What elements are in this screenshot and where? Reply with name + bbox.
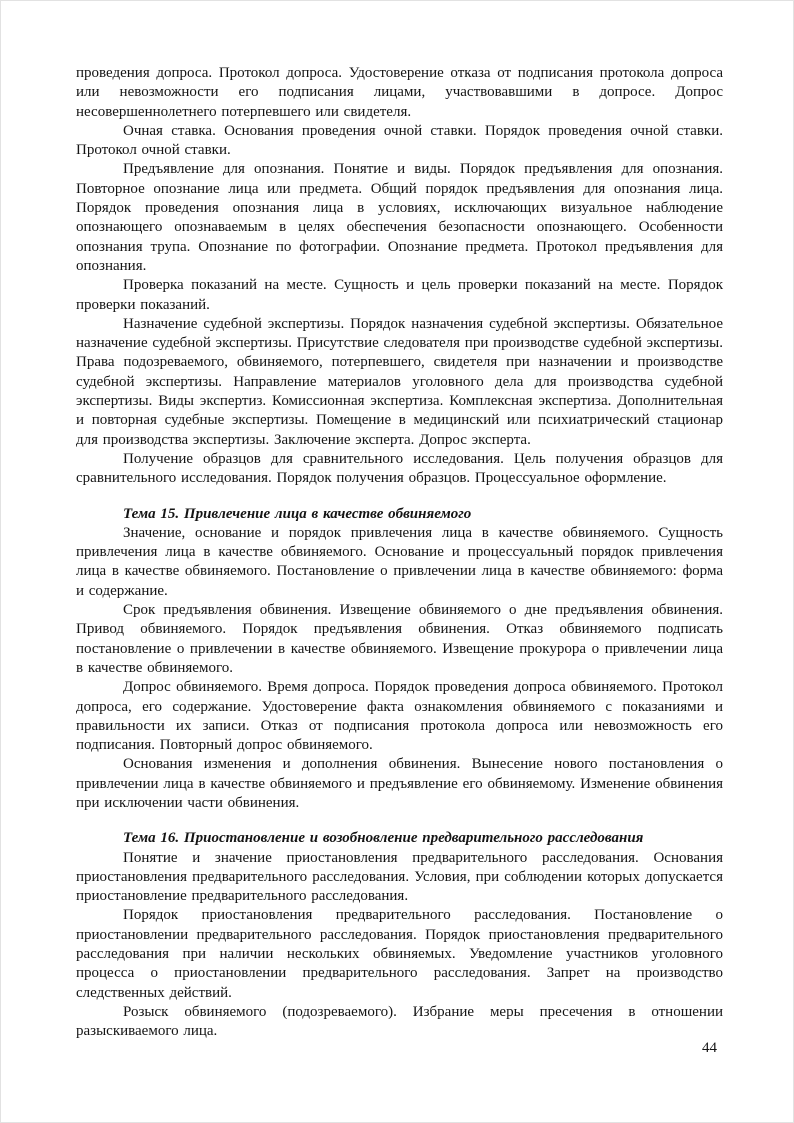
body-paragraph: Получение образцов для сравнительного исследования. Цель получения образцов для сравнительного исследования. Порядок получения образцов. Процессуальное оформление.: [76, 450, 723, 487]
body-paragraph: Основания изменения и дополнения обвинения. Вынесение нового постановления о привлечении лица в качестве обвиняемого и предъявление его обвиняемому. Изменение обвинения при исключении части обвинения.: [76, 756, 723, 811]
topic-heading: Тема 15. Привлечение лица в качестве обвиняемого: [123, 505, 472, 522]
body-paragraph: Срок предъявления обвинения. Извещение обвиняемого о дне предъявления обвинения. Привод обвиняемого. Порядок предъявления обвинения. Отказ обвиняемого подписать постановление о привлечении в качестве обвиняемого. Извещение прокурора о привлечении лица в качестве обвиняемого.: [76, 602, 723, 676]
body-paragraph: Очная ставка. Основания проведения очной ставки. Порядок проведения очной ставки. Протокол очной ставки.: [76, 122, 723, 159]
body-paragraph: Проверка показаний на месте. Сущность и цель проверки показаний на месте. Порядок проверки показаний.: [76, 277, 723, 313]
body-paragraph: Предъявление для опознания. Понятие и виды. Порядок предъявления для опознания. Повторное опознание лица или предмета. Общий порядок предъявления для опознания лица. Порядок проведения опознания лица в условиях, исключающих визуальное наблюдение опознающего опознаваемым в целях обеспечения безопасности опознающего. Особенности опознания трупа. Опознание по фотографии. Опознание предмета. Протокол предъявления для опознания.: [76, 161, 723, 274]
body-paragraph: проведения допроса. Протокол допроса. Удостоверение отказа от подписания протокола допроса или невозможности его подписания лицами, участвовавшими в допросе. Допрос несовершеннолетнего потерпевшего или свидетеля.: [76, 65, 723, 120]
topic-heading: Тема 16. Приостановление и возобновление предварительного расследования: [123, 830, 644, 847]
body-paragraph: Понятие и значение приостановления предварительного расследования. Основания приостановления предварительного расследования. Условия, при соблюдении которых допускается приостановление предварительного расследования.: [76, 849, 723, 905]
body-paragraph: Значение, основание и порядок привлечения лица в качестве обвиняемого. Сущность привлечения лица в качестве обвиняемого. Основание и процессуальный порядок привлечения лица в качестве обвиняемого. Постановление о привлечении лица в качестве обвиняемого: форма и содержание.: [76, 524, 723, 599]
body-paragraph: Назначение судебной экспертизы. Порядок назначения судебной экспертизы. Обязательное назначение судебной экспертизы. Присутствие следователя при производстве судебной экспертизы. Права подозреваемого, обвиняемого, потерпевшего, свидетеля при назначении и производстве судебной экспертизы. Направление материалов уголовного дела для производства судебной экспертизы. Виды экспертиз. Комиссионная экспертиза. Комплексная экспертиза. Дополнительная и повторная судебные экспертизы. Помещение в медицинский или психиатрический стационар для производства экспертизы. Заключение эксперта. Допрос эксперта.: [76, 315, 723, 448]
body-paragraph: Порядок приостановления предварительного расследования. Постановление о приостановлении предварительного расследования. Порядок приостановления предварительного расследования при наличии нескольких обвиняемых. Уведомление участников уголовного процесса о приостановлении предварительного расследования. Запрет на производство следственных действий.: [76, 907, 723, 1001]
body-paragraph: Допрос обвиняемого. Время допроса. Порядок проведения допроса обвиняемого. Протокол допроса, его содержание. Удостоверение факта ознакомления обвиняемого с показаниями и правильности их записи. Отказ от подписания протокола допроса или невозможность его подписания. Повторный допрос обвиняемого.: [76, 679, 723, 754]
document-body: [76, 64, 723, 1042]
body-paragraph: Розыск обвиняемого (подозреваемого). Избрание меры пресечения в отношении разыскиваемого лица.: [76, 1003, 723, 1040]
page-number: 44: [702, 1040, 717, 1056]
